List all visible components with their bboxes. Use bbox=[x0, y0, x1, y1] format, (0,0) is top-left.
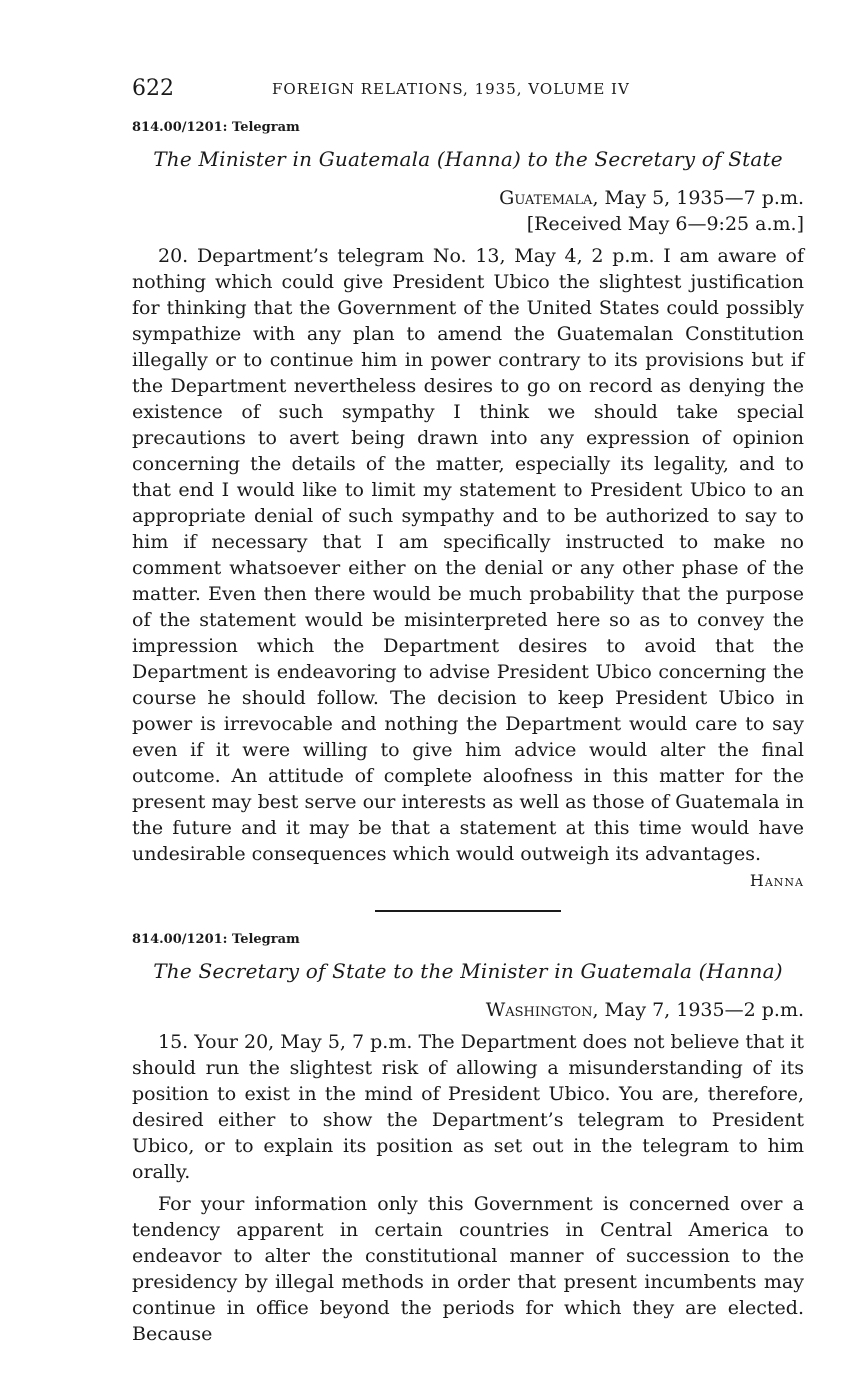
dateline-date: , May 7, 1935—2 p.m. bbox=[592, 999, 804, 1021]
running-head bbox=[132, 72, 804, 106]
dateline bbox=[132, 185, 804, 237]
page-number: 622 bbox=[132, 76, 174, 101]
running-head-title: FOREIGN RELATIONS, 1935, VOLUME IV bbox=[272, 80, 630, 98]
dateline-place: Washington bbox=[485, 999, 593, 1021]
section-divider bbox=[375, 910, 561, 912]
body-paragraph: 15. Your 20, May 5, 7 p.m. The Department does not believe that it should run the slightest risk of allowing a misunderstanding of its position to exist in the mind of President Ubico. You are, therefore, desired either to show the Department’s telegram to President Ubico, or to explain its position as set out in the telegram to him orally. bbox=[132, 1031, 804, 1183]
dateline-place: Guatemala bbox=[499, 187, 593, 209]
received-line: [Received May 6—9:25 a.m.] bbox=[526, 213, 804, 235]
dateline bbox=[132, 997, 804, 1023]
telegram-1 bbox=[132, 120, 804, 890]
file-reference: 814.00/1201: Telegram bbox=[132, 120, 300, 135]
page bbox=[132, 72, 804, 1347]
dateline-date: , May 5, 1935—7 p.m. bbox=[592, 187, 804, 209]
document-title: The Minister in Guatemala (Hanna) to the Secretary of State bbox=[153, 147, 783, 171]
signature: Hanna bbox=[749, 871, 804, 890]
body-paragraph: For your information only this Government is concerned over a tendency apparent in certain countries in Central America to endeavor to alter the constitutional manner of succession to the presidency by illegal methods in order that present incumbents may continue in office beyond the periods for which they are elected. Because bbox=[132, 1193, 804, 1345]
file-reference: 814.00/1201: Telegram bbox=[132, 932, 300, 947]
body-paragraph: 20. Department’s telegram No. 13, May 4, 2 p.m. I am aware of nothing which could give President Ubico the slightest justification for thinking that the Government of the United States could possibly sympathize with any plan to amend the Guatemalan Constitution illegally or to continue him in power contrary to its provisions but if the Department nevertheless desires to go on record as denying the existence of such sympathy I think we should take special precautions to avert being drawn into any expression of opinion concerning the details of the matter, especially its legality, and to that end I would like to limit my statement to President Ubico to an appropriate denial of such sympathy and to be authorized to say to him if necessary that I am specifically instructed to make no comment whatsoever either on the denial or any other phase of the matter. Even then there would be much probability that the purpose of the statement would be misinterpreted here so as to convey the impression which the Department desires to avoid that the Department is endeavoring to advise President Ubico concerning the course he should follow. The decision to keep President Ubico in power is irrevocable and nothing the Department would care to say even if it were willing to give him advice would alter the final outcome. An attitude of complete aloofness in this matter for the present may best serve our interests as well as those of Guatemala in the future and it may be that a statement at this time would have undesirable consequences which would outweigh its advantages. bbox=[132, 245, 804, 865]
telegram-2 bbox=[132, 932, 804, 1347]
document-title: The Secretary of State to the Minister in Guatemala (Hanna) bbox=[153, 959, 783, 983]
